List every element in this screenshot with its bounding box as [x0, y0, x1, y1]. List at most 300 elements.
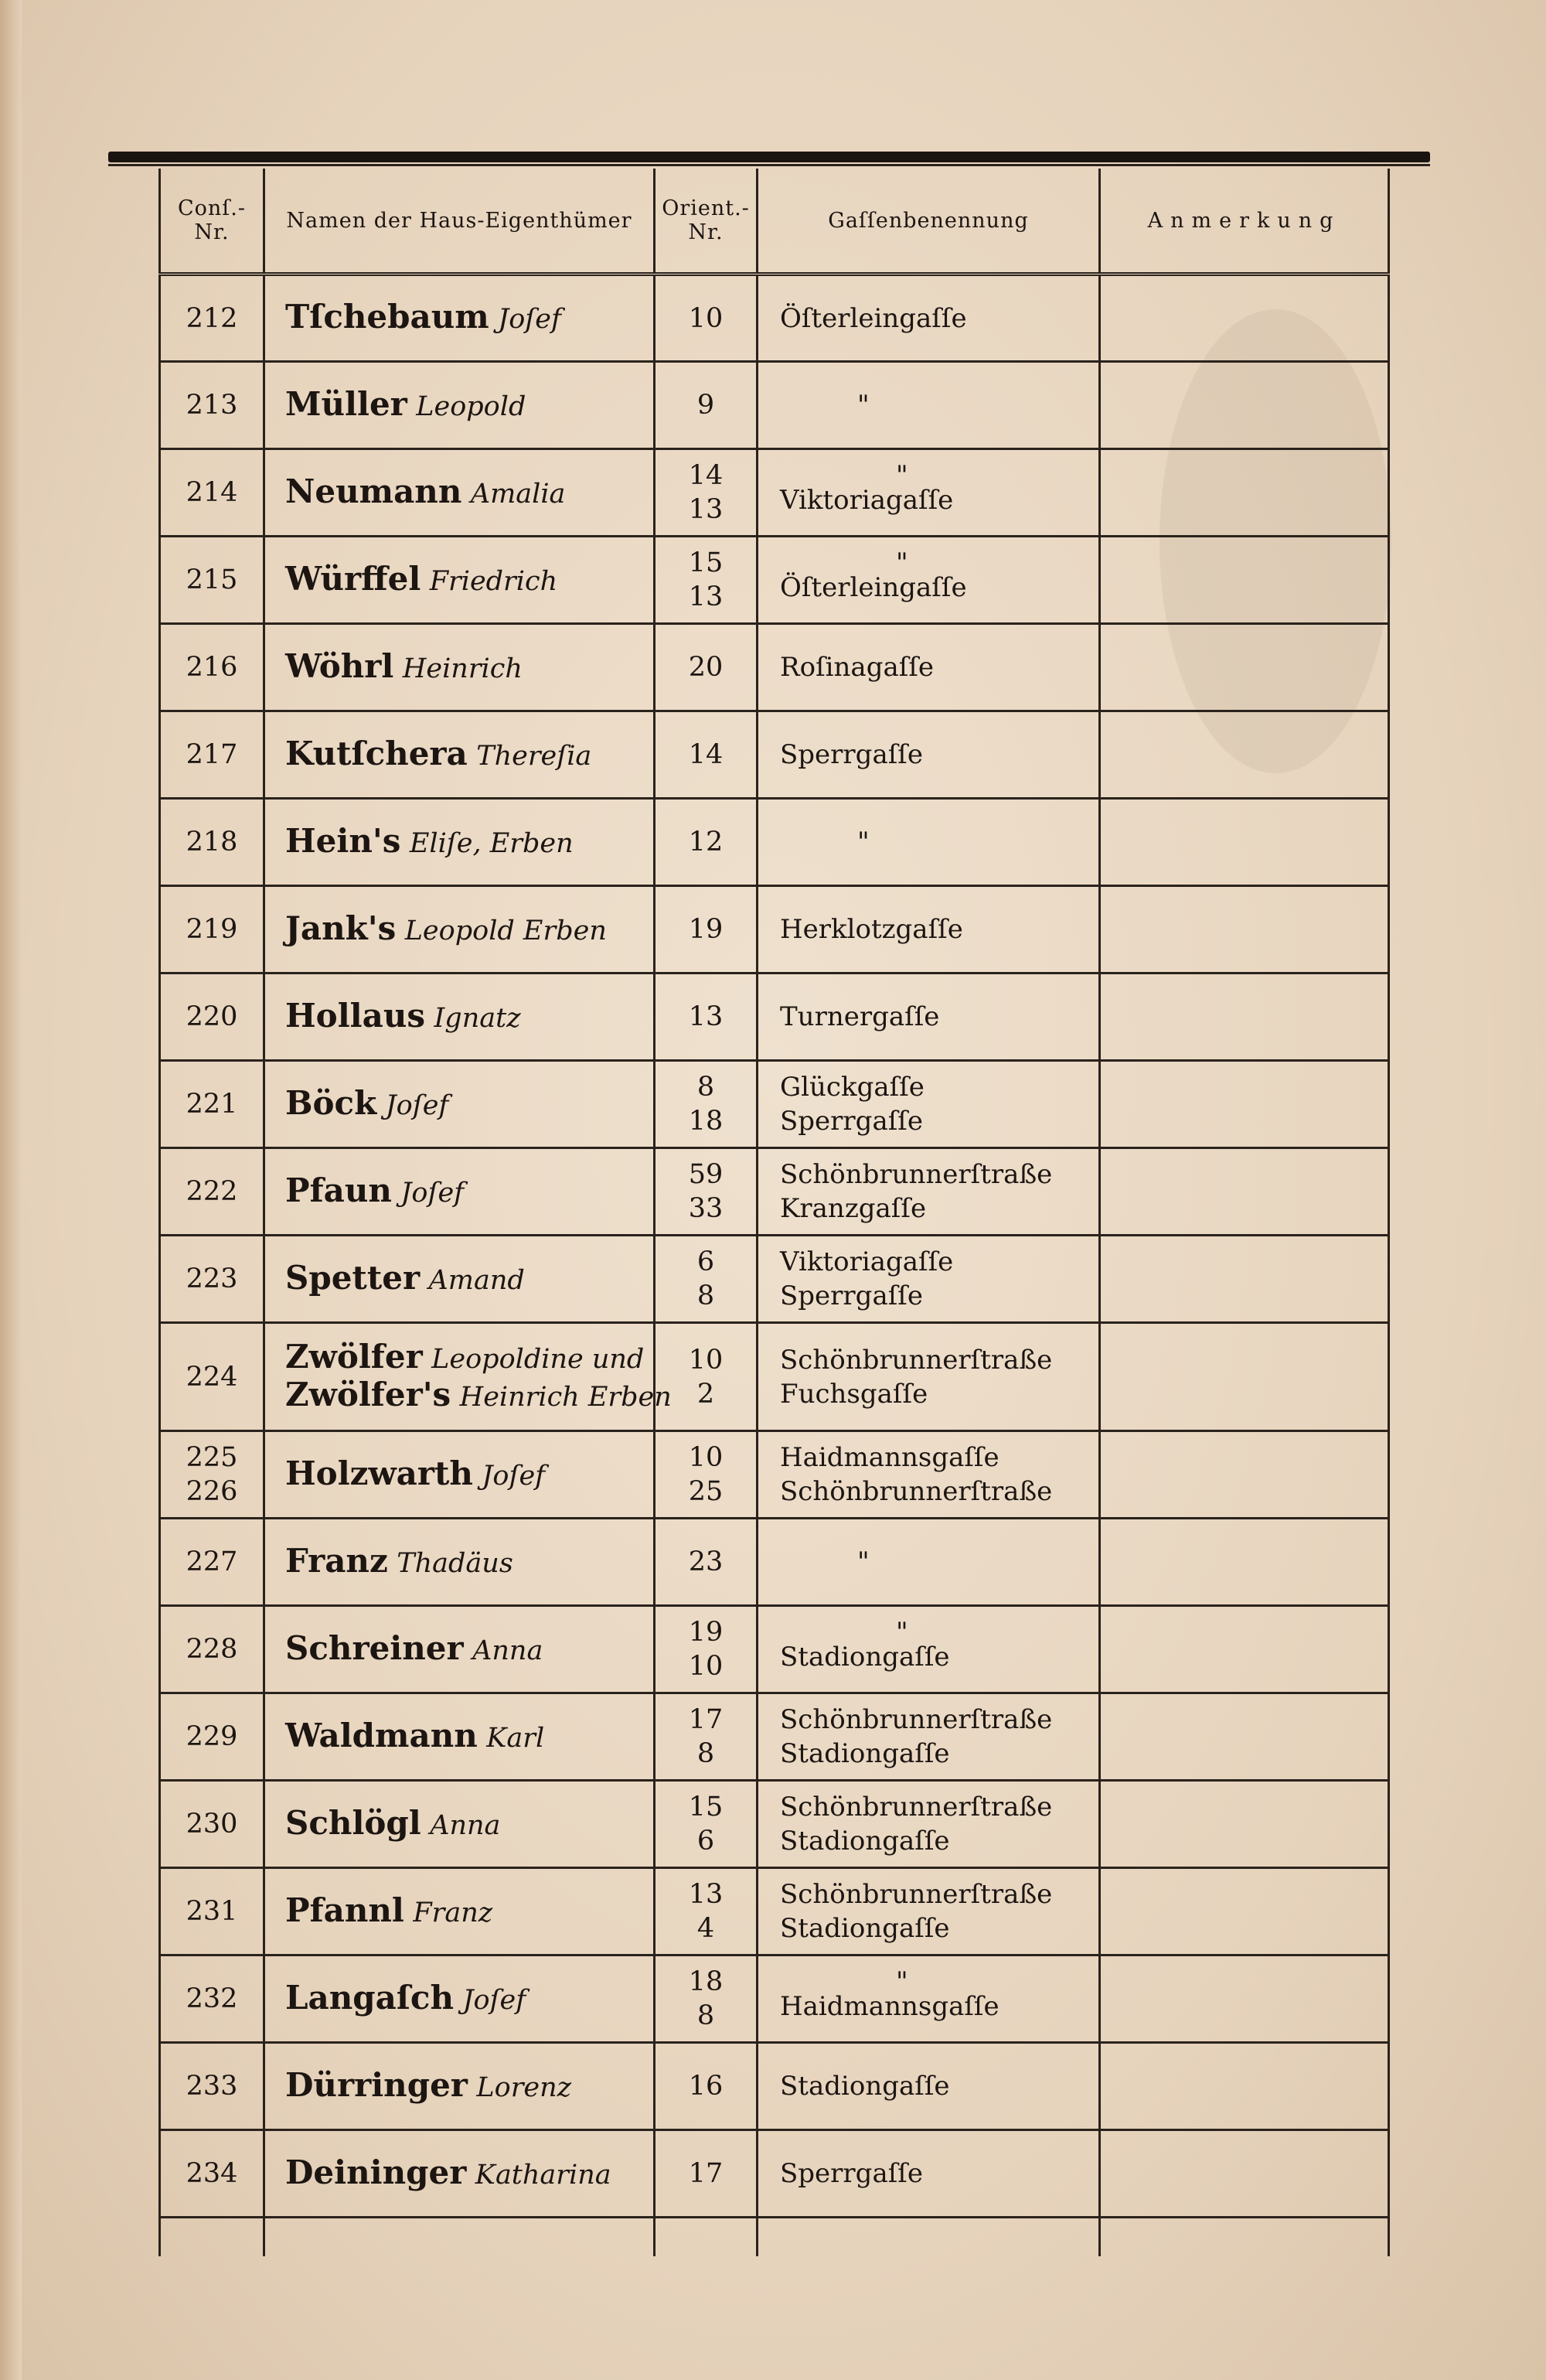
orient-nr-cell	[655, 1061, 758, 1148]
remarks-cell	[1100, 362, 1389, 449]
owner-line	[285, 646, 653, 687]
header-remarks: Anmerkung	[1100, 169, 1389, 274]
table-row	[160, 1606, 1389, 1693]
street-cell	[758, 799, 1100, 886]
orient-nr: 25	[688, 1476, 724, 1507]
street-cell	[758, 973, 1100, 1061]
street-cell	[758, 1148, 1100, 1236]
table-row	[160, 711, 1389, 799]
orient-nr: 10	[688, 1651, 724, 1682]
orient-nr: 8	[696, 2000, 715, 2031]
street-cell	[758, 1606, 1100, 1693]
owner-given-name: Eliſe, Erben	[409, 827, 574, 859]
street-cell	[758, 1868, 1100, 1955]
orient-nr: 59	[688, 1159, 724, 1190]
street-cell	[758, 537, 1100, 624]
street-cell	[758, 2043, 1100, 2130]
street-name: Roſinagaſſe	[780, 652, 935, 683]
street-name: Schönbrunnerſtraße	[780, 1476, 1053, 1507]
empty-cell	[655, 2218, 758, 2256]
owner-surname: Tſchebaum	[285, 298, 489, 336]
street-cell	[758, 711, 1100, 799]
owner-surname: Zwölfer's	[285, 1375, 451, 1413]
cons-nr: 229	[186, 1721, 238, 1752]
cons-nr-cell	[160, 1955, 264, 2043]
owner-surname: Langaſch	[285, 1978, 455, 2017]
street-cell	[758, 449, 1100, 537]
owner-given-name: Friedrich	[429, 565, 558, 597]
orient-nr-cell	[655, 449, 758, 537]
cons-nr: 228	[186, 1634, 238, 1665]
cons-nr-cell	[160, 1693, 264, 1781]
owner-surname: Pfannl	[285, 1891, 404, 1929]
street-name: Haidmannsgaſſe	[780, 1442, 999, 1473]
orient-nr: 16	[688, 2071, 724, 2102]
orient-nr-cell	[655, 1431, 758, 1519]
owner-line	[285, 1543, 653, 1581]
orient-nr-cell	[655, 1868, 758, 1955]
orient-nr: 8	[696, 1280, 715, 1311]
orient-nr: 4	[696, 1913, 715, 1944]
owner-line	[285, 299, 653, 337]
street-name: Kranzgaſſe	[780, 1193, 927, 1224]
cons-nr: 232	[186, 1983, 238, 2014]
table-row	[160, 1781, 1389, 1868]
remarks-cell	[1100, 1519, 1389, 1606]
owner-cell	[264, 1323, 672, 1431]
cons-nr: 234	[186, 2158, 238, 2189]
owner-surname: Hollaus	[285, 996, 426, 1035]
table-row	[160, 1061, 1389, 1148]
remarks-cell	[1100, 2043, 1389, 2130]
owner-cell	[264, 1519, 655, 1606]
street-name: Öſterleingaſſe	[780, 302, 967, 334]
owner-line	[285, 823, 653, 861]
owner-line	[285, 1173, 653, 1211]
ditto-mark: "	[857, 1546, 870, 1577]
header-owner-names: Namen der Haus-Eigenthümer	[264, 169, 655, 274]
street-name: Sperrgaſſe	[780, 1106, 924, 1137]
table-row	[160, 1323, 1389, 1431]
street-cell	[758, 2130, 1100, 2218]
owner-surname: Müller	[285, 384, 407, 423]
street-cell	[758, 1236, 1100, 1323]
owner-cell	[264, 1955, 655, 2043]
owner-cell	[264, 2130, 655, 2218]
street-cell	[758, 1519, 1100, 1606]
owner-cell	[264, 1868, 655, 1955]
owner-given-name: Heinrich Erben	[459, 1381, 672, 1413]
cons-nr: 217	[186, 739, 238, 770]
owner-given-name: Leopoldine und	[431, 1343, 645, 1375]
orient-nr: 2	[696, 1378, 715, 1410]
cons-nr: 222	[186, 1176, 238, 1207]
owner-surname: Dürringer	[285, 2065, 468, 2104]
remarks-cell	[1100, 1236, 1389, 1323]
cons-nr: 223	[186, 1263, 238, 1294]
owner-line	[285, 2065, 653, 2106]
street-cell	[758, 1323, 1100, 1431]
orient-nr: 17	[688, 2158, 724, 2189]
owner-surname: Jank's	[285, 909, 397, 947]
street-name: Glückgaſſe	[780, 1072, 925, 1103]
orient-nr-cell	[655, 1955, 758, 2043]
owner-line	[285, 1375, 672, 1415]
street-cell	[758, 274, 1100, 362]
owner-surname: Böck	[285, 1083, 377, 1122]
orient-nr: 6	[696, 1246, 715, 1277]
remarks-cell	[1100, 1431, 1389, 1519]
owner-cell	[264, 624, 655, 711]
remarks-cell	[1100, 2130, 1389, 2218]
owner-cell	[264, 2043, 655, 2130]
ditto-mark: "	[896, 460, 908, 491]
orient-nr: 15	[688, 1792, 724, 1823]
owner-given-name: Thadäus	[397, 1547, 513, 1579]
cons-nr-cell	[160, 1781, 264, 1868]
owner-cell	[264, 886, 655, 973]
cons-nr: 213	[186, 390, 238, 421]
empty-cell	[264, 2218, 655, 2256]
owner-given-name: Joſef	[385, 1089, 449, 1121]
remarks-cell	[1100, 1955, 1389, 2043]
remarks-cell	[1100, 1868, 1389, 1955]
cons-nr-cell	[160, 1431, 264, 1519]
owner-given-name: Karl	[486, 1722, 545, 1754]
owner-given-name: Joſef	[498, 304, 561, 335]
owner-given-name: Heinrich	[402, 653, 523, 684]
remarks-cell	[1100, 799, 1389, 886]
street-cell	[758, 624, 1100, 711]
orient-nr: 14	[688, 739, 724, 770]
street-name: Stadiongaſſe	[780, 2071, 950, 2102]
orient-nr: 8	[696, 1072, 715, 1103]
table-row	[160, 1955, 1389, 2043]
orient-nr-cell	[655, 2130, 758, 2218]
owner-given-name: Katharina	[475, 2159, 611, 2191]
table-row	[160, 799, 1389, 886]
cons-nr: 226	[186, 1476, 238, 1507]
cons-nr: 214	[186, 477, 238, 508]
orient-nr: 13	[688, 1879, 724, 1910]
remarks-cell	[1100, 449, 1389, 537]
ditto-mark: "	[896, 1617, 908, 1648]
street-name: Schönbrunnerſtraße	[780, 1344, 1053, 1376]
orient-nr-cell	[655, 1606, 758, 1693]
cons-nr-cell	[160, 973, 264, 1061]
owner-line	[285, 998, 653, 1036]
owner-cell	[264, 1781, 655, 1868]
top-rule	[108, 152, 1430, 162]
orient-nr: 8	[696, 1738, 715, 1769]
orient-nr-cell	[655, 274, 758, 362]
cons-nr: 224	[186, 1361, 238, 1393]
owner-line	[285, 1083, 653, 1124]
street-name: Turnergaſſe	[780, 1001, 940, 1032]
empty-row	[160, 2218, 1389, 2256]
owner-surname: Pfaun	[285, 1171, 392, 1209]
owner-line	[285, 1260, 653, 1298]
cons-nr-cell	[160, 2043, 264, 2130]
table-row	[160, 1693, 1389, 1781]
orient-nr-cell	[655, 1693, 758, 1781]
cons-nr: 230	[186, 1809, 238, 1840]
orient-nr: 10	[688, 302, 724, 334]
owner-cell	[264, 1431, 655, 1519]
street-name: Sperrgaſſe	[780, 2158, 924, 2189]
cons-nr-cell	[160, 1061, 264, 1148]
table-row	[160, 1148, 1389, 1236]
remarks-cell	[1100, 886, 1389, 973]
orient-nr: 18	[688, 1106, 724, 1137]
orient-nr-cell	[655, 1781, 758, 1868]
cons-nr: 220	[186, 1001, 238, 1032]
cons-nr-cell	[160, 449, 264, 537]
owner-line	[285, 1628, 653, 1669]
orient-nr-cell	[655, 624, 758, 711]
owner-cell	[264, 973, 655, 1061]
orient-nr: 12	[688, 827, 724, 858]
owner-surname: Wöhrl	[285, 646, 394, 685]
orient-nr-cell	[655, 1323, 758, 1431]
table-row	[160, 1431, 1389, 1519]
owner-surname: Hein's	[285, 821, 401, 860]
owner-surname: Franz	[285, 1541, 388, 1580]
orient-nr: 18	[688, 1966, 724, 1997]
owner-line	[285, 1980, 653, 2018]
cons-nr: 219	[186, 914, 238, 945]
cons-nr-cell	[160, 2130, 264, 2218]
property-register-table	[158, 169, 1390, 2256]
owner-surname: Kutſchera	[285, 734, 468, 772]
orient-nr: 23	[688, 1546, 724, 1577]
owner-line	[285, 1456, 653, 1494]
ditto-mark: "	[896, 547, 908, 578]
street-name: Stadiongaſſe	[780, 1826, 950, 1857]
cons-nr: 221	[186, 1089, 238, 1120]
cons-nr-cell	[160, 799, 264, 886]
street-cell	[758, 1781, 1100, 1868]
table-row	[160, 886, 1389, 973]
street-name: Öſterleingaſſe	[780, 572, 967, 603]
header-street-name: Gaſſenbenennung	[758, 169, 1100, 274]
cons-nr-cell	[160, 274, 264, 362]
street-cell	[758, 362, 1100, 449]
remarks-cell	[1100, 1061, 1389, 1148]
owner-surname: Holzwarth	[285, 1454, 473, 1492]
owner-given-name: Anna	[430, 1809, 501, 1841]
cons-nr-cell	[160, 537, 264, 624]
orient-nr-cell	[655, 711, 758, 799]
table-row	[160, 1868, 1389, 1955]
cons-nr-cell	[160, 1868, 264, 1955]
cons-nr-cell	[160, 362, 264, 449]
empty-cell	[758, 2218, 1100, 2256]
owner-given-name: Joſef	[462, 1984, 526, 2016]
remarks-cell	[1100, 1781, 1389, 1868]
orient-nr: 19	[688, 1617, 724, 1648]
orient-nr-cell	[655, 2043, 758, 2130]
street-name: Sperrgaſſe	[780, 1280, 924, 1311]
owner-line	[285, 561, 653, 599]
owner-cell	[264, 274, 655, 362]
street-name: Fuchsgaſſe	[780, 1378, 928, 1410]
street-name: Herklotzgaſſe	[780, 914, 963, 945]
register-body	[160, 274, 1389, 2256]
owner-given-name: Joſef	[400, 1177, 465, 1209]
cons-nr-cell	[160, 886, 264, 973]
owner-line	[285, 1805, 653, 1843]
owner-given-name: Lorenz	[476, 2071, 572, 2103]
orient-nr: 17	[688, 1704, 724, 1735]
owner-cell	[264, 711, 655, 799]
owner-line	[285, 1718, 653, 1756]
empty-cell	[160, 2218, 264, 2256]
cons-nr-cell	[160, 624, 264, 711]
owner-cell	[264, 799, 655, 886]
owner-cell	[264, 449, 655, 537]
cons-nr: 218	[186, 827, 238, 858]
owner-line	[285, 2155, 653, 2193]
owner-line	[285, 736, 653, 774]
owner-surname: Schreiner	[285, 1628, 464, 1667]
owner-cell	[264, 537, 655, 624]
owner-given-name: Amalia	[470, 478, 566, 510]
page-edge	[0, 0, 22, 2380]
street-name: Viktoriagaſſe	[780, 1246, 954, 1277]
header-cons-nr: Conſ.- Nr.	[160, 169, 264, 274]
empty-cell	[1100, 2218, 1389, 2256]
header-orient-nr: Orient.- Nr.	[655, 169, 758, 274]
owner-given-name: Thereſia	[476, 740, 592, 772]
orient-nr: 14	[688, 460, 724, 491]
orient-nr: 6	[696, 1826, 715, 1857]
owner-cell	[264, 1148, 655, 1236]
owner-cell	[264, 1061, 655, 1148]
owner-surname: Deininger	[285, 2153, 467, 2191]
owner-surname: Waldmann	[285, 1716, 478, 1754]
cons-nr-cell	[160, 1236, 264, 1323]
street-name: Schönbrunnerſtraße	[780, 1704, 1053, 1735]
table-row	[160, 973, 1389, 1061]
table-row	[160, 1519, 1389, 1606]
orient-nr: 13	[688, 1001, 724, 1032]
orient-nr: 13	[688, 581, 724, 612]
owner-cell	[264, 1236, 655, 1323]
cons-nr: 231	[186, 1896, 238, 1927]
ditto-mark: "	[896, 1966, 908, 1997]
owner-line	[285, 474, 653, 512]
owner-line	[285, 384, 653, 425]
orient-nr: 20	[688, 652, 724, 683]
cons-nr: 233	[186, 2071, 238, 2102]
remarks-cell	[1100, 711, 1389, 799]
remarks-cell	[1100, 973, 1389, 1061]
street-name: Schönbrunnerſtraße	[780, 1792, 1053, 1823]
table-row	[160, 1236, 1389, 1323]
table-row	[160, 537, 1389, 624]
orient-nr: 33	[688, 1193, 724, 1224]
owner-given-name: Leopold	[416, 390, 526, 422]
orient-nr: 19	[688, 914, 724, 945]
street-cell	[758, 1955, 1100, 2043]
owner-surname: Zwölfer	[285, 1337, 423, 1376]
ditto-mark: "	[857, 827, 870, 858]
table-row	[160, 2043, 1389, 2130]
cons-nr: 227	[186, 1546, 238, 1577]
remarks-cell	[1100, 1323, 1389, 1431]
orient-nr: 13	[688, 494, 724, 525]
orient-nr-cell	[655, 537, 758, 624]
street-cell	[758, 1061, 1100, 1148]
owner-surname: Spetter	[285, 1258, 421, 1297]
ditto-mark: "	[857, 390, 870, 421]
street-name: Stadiongaſſe	[780, 1913, 950, 1944]
owner-cell	[264, 362, 655, 449]
orient-nr-cell	[655, 1236, 758, 1323]
cons-nr: 216	[186, 652, 238, 683]
table-row	[160, 362, 1389, 449]
orient-nr-cell	[655, 362, 758, 449]
owner-line	[285, 1339, 653, 1377]
owner-given-name: Franz	[413, 1897, 493, 1928]
orient-nr: 15	[688, 547, 724, 578]
street-name: Stadiongaſſe	[780, 1642, 950, 1672]
orient-nr-cell	[655, 1148, 758, 1236]
table-row	[160, 624, 1389, 711]
owner-line	[285, 1893, 653, 1931]
remarks-cell	[1100, 537, 1389, 624]
cons-nr: 215	[186, 564, 238, 595]
street-name: Haidmannsgaſſe	[780, 1991, 999, 2022]
orient-nr-cell	[655, 799, 758, 886]
cons-nr-cell	[160, 1519, 264, 1606]
table-row	[160, 274, 1389, 362]
street-name: Stadiongaſſe	[780, 1738, 950, 1769]
remarks-cell	[1100, 1148, 1389, 1236]
street-name: Schönbrunnerſtraße	[780, 1159, 1053, 1190]
owner-given-name: Leopold Erben	[404, 915, 607, 946]
owner-surname: Neumann	[285, 472, 462, 510]
owner-cell	[264, 1693, 655, 1781]
street-cell	[758, 886, 1100, 973]
orient-nr: 9	[696, 390, 715, 421]
street-cell	[758, 1693, 1100, 1781]
top-rule-thin	[108, 164, 1430, 166]
orient-nr-cell	[655, 886, 758, 973]
remarks-cell	[1100, 274, 1389, 362]
remarks-cell	[1100, 1606, 1389, 1693]
orient-nr-cell	[655, 1519, 758, 1606]
table-row	[160, 449, 1389, 537]
street-cell	[758, 1431, 1100, 1519]
owner-cell	[264, 1606, 655, 1693]
owner-given-name: Ignatz	[434, 1002, 521, 1034]
owner-surname: Würffel	[285, 559, 421, 598]
orient-nr-cell	[655, 973, 758, 1061]
table-row	[160, 2130, 1389, 2218]
cons-nr-cell	[160, 1323, 264, 1431]
remarks-cell	[1100, 624, 1389, 711]
owner-given-name: Anna	[472, 1635, 543, 1666]
cons-nr: 212	[186, 302, 238, 334]
street-name: Schönbrunnerſtraße	[780, 1879, 1053, 1910]
cons-nr-cell	[160, 711, 264, 799]
owner-surname: Schlögl	[285, 1803, 421, 1842]
cons-nr-cell	[160, 1148, 264, 1236]
street-name: Viktoriagaſſe	[780, 485, 954, 516]
owner-given-name: Joſef	[482, 1460, 546, 1492]
